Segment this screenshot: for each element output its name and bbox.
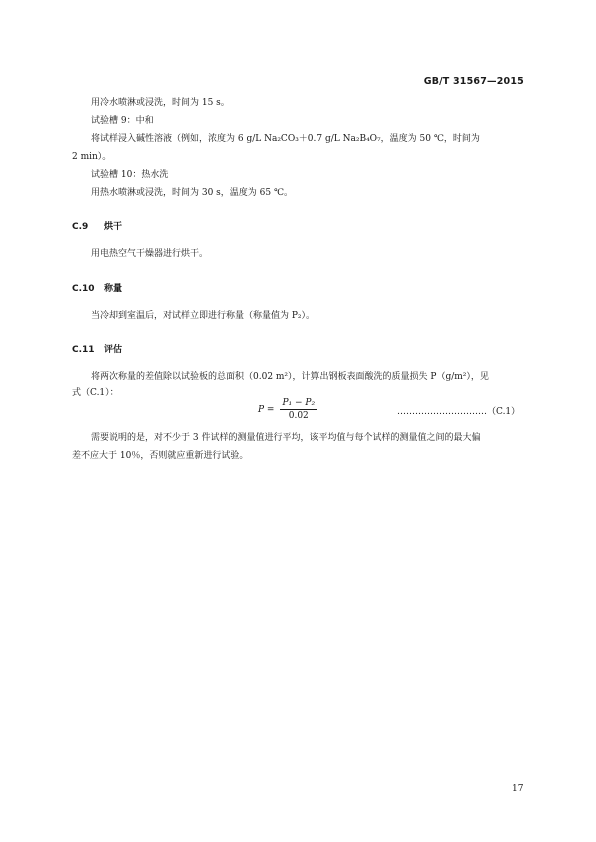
formula-numerator: P₁ − P₂ xyxy=(282,398,316,408)
section-body-c10: 当冷却到室温后，对试样立即进行称量（称量值为 P₂）。 xyxy=(91,311,316,321)
section-heading-c9 xyxy=(72,219,122,232)
section-title: 评估 xyxy=(104,345,123,355)
page-number: 17 xyxy=(512,784,524,794)
section-number: C.11 xyxy=(72,345,95,355)
paragraph-tank-10: 试验槽 10：热水洗 xyxy=(91,170,169,180)
standard-code: GB/T 31567—2015 xyxy=(423,76,524,87)
section-body-c9: 用电热空气干燥器进行烘干。 xyxy=(91,249,209,259)
section-title: 烘干 xyxy=(104,222,123,232)
paragraph-cold-rinse: 用冷水喷淋或浸洗，时间为 15 s。 xyxy=(91,98,230,108)
section-title: 称量 xyxy=(104,284,123,294)
paragraph-alkaline-line1: 将试样浸入碱性溶液（例如，浓度为 6 g/L Na₂CO₃＋0.7 g/L Na₂B₄O₇，温度为 50 ℃，时间为 xyxy=(91,134,480,144)
formula-denominator: 0.02 xyxy=(288,411,309,421)
section-number: C.10 xyxy=(72,284,95,294)
formula-fraction xyxy=(280,398,317,421)
section-body-c11-line2: 式（C.1）： xyxy=(72,388,119,398)
equation-number: …………………………（C.1） xyxy=(397,407,521,417)
section-heading-c11 xyxy=(72,342,122,355)
section-body-c11-line1: 将两次称量的差值除以试验板的总面积（0.02 m²），计算出钢板表面酸洗的质量损失 P（g/m²），见 xyxy=(91,372,489,382)
section-number: C.9 xyxy=(72,222,89,232)
paragraph-tank-9: 试验槽 9：中和 xyxy=(91,116,154,126)
formula-c1 xyxy=(258,398,317,421)
paragraph-hot-rinse: 用热水喷淋或浸洗，时间为 30 s，温度为 65 ℃。 xyxy=(91,188,294,198)
section-heading-c10 xyxy=(72,281,122,294)
section-body-c11-line3: 需要说明的是，对不少于 3 件试样的测量值进行平均，该平均值与每个试样的测量值之间的最大偏 xyxy=(91,433,481,443)
section-body-c11-line4: 差不应大于 10％，否则就应重新进行试验。 xyxy=(72,451,249,461)
formula-lhs: P = xyxy=(258,404,275,415)
paragraph-alkaline-line2: 2 min）。 xyxy=(72,152,112,162)
